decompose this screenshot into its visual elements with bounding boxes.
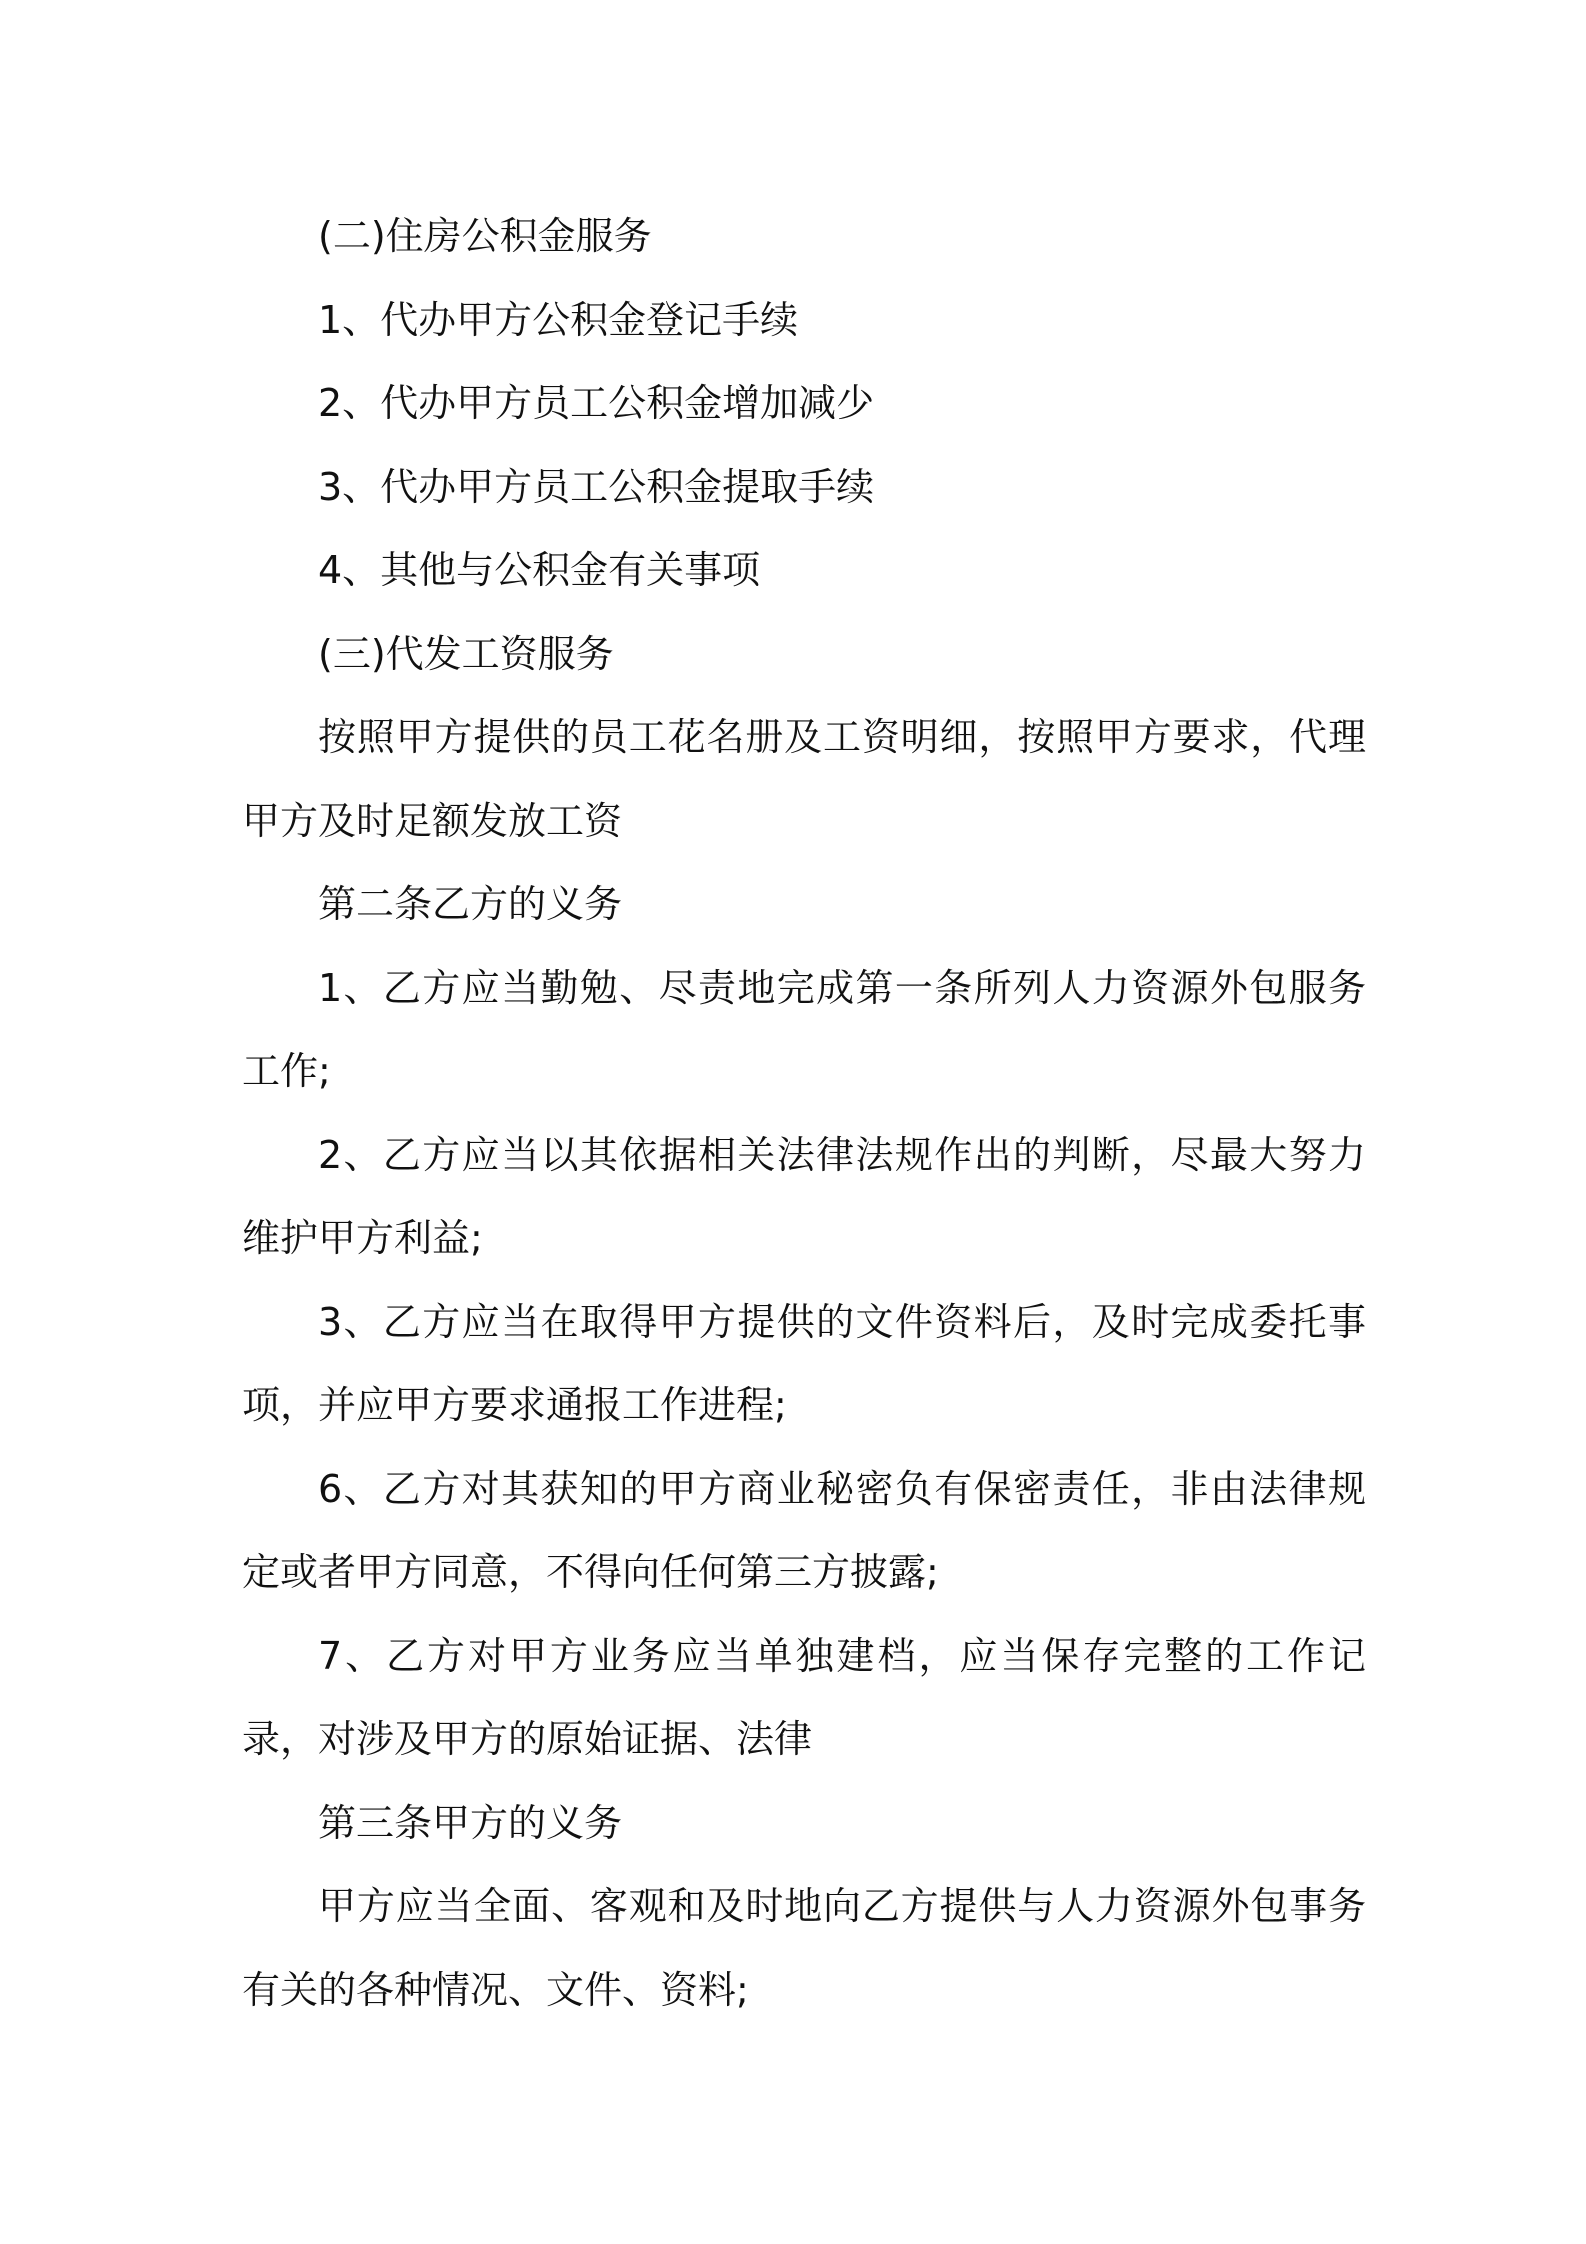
list-item: 2、乙方应当以其依据相关法律法规作出的判断，尽最大努力维护甲方利益; [242,1132,1366,1260]
list-item: 7、乙方对甲方业务应当单独建档，应当保存完整的工作记录，对涉及甲方的原始证据、法律 [242,1633,1366,1761]
article-heading-party-b-obligations: 第二条乙方的义务 [318,882,623,926]
body-paragraph: 按照甲方提供的员工花名册及工资明细，按照甲方要求，代理甲方及时足额发放工资 [242,715,1366,843]
list-item: 3、乙方应当在取得甲方提供的文件资料后，及时完成委托事项，并应甲方要求通报工作进程; [242,1299,1366,1427]
article-heading-party-a-obligations: 第三条甲方的义务 [318,1800,623,1845]
list-item: 6、乙方对其获知的甲方商业秘密负有保密责任，非由法律规定或者甲方同意，不得向任何第三方披露; [242,1466,1366,1594]
list-item: 3、代办甲方员工公积金提取手续 [318,464,875,509]
section-heading-payroll: (三)代发工资服务 [318,631,614,676]
body-paragraph: 甲方应当全面、客观和及时地向乙方提供与人力资源外包事务有关的各种情况、文件、资料; [242,1884,1366,2012]
document-body [242,195,1366,2032]
section-heading-housing-fund: (二)住房公积金服务 [318,214,652,258]
list-item: 4、其他与公积金有关事项 [318,548,761,592]
list-item: 2、代办甲方员工公积金增加减少 [318,381,875,425]
list-item: 1、乙方应当勤勉、尽责地完成第一条所列人力资源外包服务工作; [242,965,1366,1093]
list-item: 1、代办甲方公积金登记手续 [318,297,799,342]
